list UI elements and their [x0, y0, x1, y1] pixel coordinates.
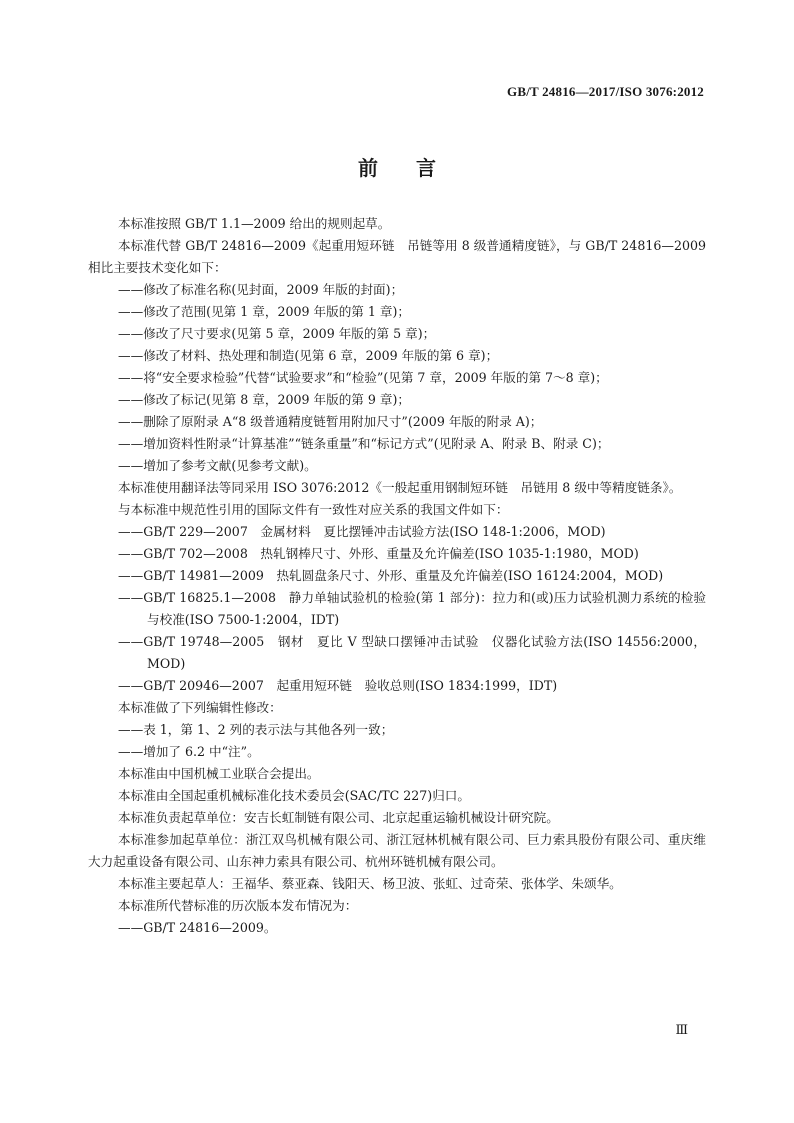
paragraph-adoption: 本标准使用翻译法等同采用 ISO 3076:2012《一般起重用钢制短环链 吊链用 8 级中等精度链条》。 — [118, 480, 682, 495]
history-item: ——GB/T 24816—2009。 — [118, 920, 277, 935]
change-item: ——修改了标记(见第 8 章，2009 年版的第 9 章)； — [118, 392, 411, 407]
paragraph-drafting-rule: 本标准按照 GB/T 1.1—2009 给出的规则起草。 — [118, 216, 391, 231]
reference-item: ——GB/T 20946—2007 起重用短环链 验收总则(ISO 1834:1999，IDT) — [118, 678, 558, 693]
paragraph-replacement: 本标准代替 GB/T 24816—2009《起重用短环链 吊链等用 8 级普通精度链》，与 GB/T 24816—2009 相比主要技术变化如下： — [88, 238, 706, 275]
paragraph-references-intro: 与本标准中规范性引用的国际文件有一致性对应关系的我国文件如下： — [118, 502, 509, 517]
change-item: ——修改了标准名称(见封面，2009 年版的封面)； — [118, 282, 404, 297]
paragraph-authors: 本标准主要起草人：王福华、蔡亚森、钱阳天、杨卫波、张虹、过奇荣、张体学、朱颂华。 — [118, 876, 622, 891]
change-item: ——删除了原附录 A“8 级普通精度链暂用附加尺寸”(2009 年版的附录 A)； — [118, 414, 543, 429]
change-item: ——修改了范围(见第 1 章，2009 年版的第 1 章)； — [118, 304, 411, 319]
reference-item: ——GB/T 16825.1—2008 静力单轴试验机的检验(第 1 部分)：拉力和(或)压力试验机测力系统的检验与校准(ISO 7500-1:2004，IDT) — [118, 590, 706, 627]
paragraph-committee: 本标准由全国起重机械标准化技术委员会(SAC/TC 227)归口。 — [118, 788, 470, 803]
reference-item: ——GB/T 229—2007 金属材料 夏比摆锤冲击试验方法(ISO 148-1:2006，MOD) — [118, 524, 606, 539]
paragraph-proposer: 本标准由中国机械工业联合会提出。 — [118, 766, 320, 781]
page-title: 前言 — [358, 156, 474, 180]
change-item: ——修改了材料、热处理和制造(见第 6 章，2009 年版的第 6 章)； — [118, 348, 499, 363]
paragraph-participants: 本标准参加起草单位：浙江双鸟机械有限公司、浙江冠林机械有限公司、巨力索具股份有限公司、重庆维大力起重设备有限公司、山东神力索具有限公司、杭州环链机械有限公司。 — [88, 832, 706, 869]
paragraph-history-intro: 本标准所代替标准的历次版本发布情况为： — [118, 898, 358, 913]
reference-item: ——GB/T 19748—2005 钢材 夏比 V 型缺口摆锤冲击试验 仪器化试验方法(ISO 14556:2000，MOD) — [118, 634, 706, 671]
edit-item: ——表 1，第 1、2 列的表示法与其他各列一致； — [118, 722, 394, 737]
edit-item: ——增加了 6.2 中“注”。 — [118, 744, 260, 759]
change-item: ——将“安全要求检验”代替“试验要求”和“检验”(见第 7 章，2009 年版的第 7～8 章)； — [118, 370, 608, 385]
paragraph-lead-drafters: 本标准负责起草单位：安吉长虹制链有限公司、北京起重运输机械设计研究院。 — [118, 810, 559, 825]
foreword-body — [88, 213, 706, 939]
change-item: ——增加资料性附录“计算基准”“链条重量”和“标记方式”(见附录 A、附录 B、附录 C)； — [118, 436, 610, 451]
reference-item: ——GB/T 14981—2009 热轧圆盘条尺寸、外形、重量及允许偏差(ISO 16124:2004，MOD) — [118, 568, 664, 583]
change-item: ——增加了参考文献(见参考文献)。 — [118, 458, 317, 473]
standard-number: GB/T 24816—2017/ISO 3076:2012 — [507, 84, 704, 99]
change-item: ——修改了尺寸要求(见第 5 章，2009 年版的第 5 章)； — [118, 326, 436, 341]
page-number: Ⅲ — [675, 1022, 688, 1037]
paragraph-edits-intro: 本标准做了下列编辑性修改： — [118, 700, 282, 715]
reference-item: ——GB/T 702—2008 热轧钢棒尺寸、外形、重量及允许偏差(ISO 1035-1:1980，MOD) — [118, 546, 639, 561]
